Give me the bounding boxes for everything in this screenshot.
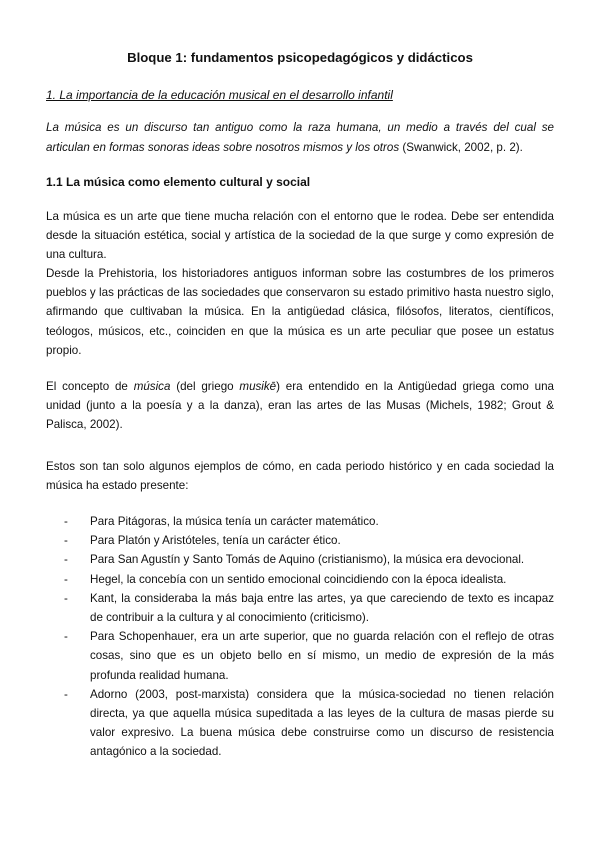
quote-text: La música es un discurso tan antiguo como la raza humana, un medio a través del cual se articulan en formas sonoras ideas sobre nosotros mismos y los otros bbox=[46, 121, 554, 154]
list-item bbox=[46, 550, 554, 569]
concept-text-1: El concepto de bbox=[46, 380, 134, 393]
list-item bbox=[46, 570, 554, 589]
section-heading: 1. La importancia de la educación musical en el desarrollo infantil bbox=[46, 88, 393, 102]
list-item-text: Para Schopenhauer, era un arte superior, que no guarda relación con el reflejo de otras cosas, sino que es un objeto bello en sí mismo, un medio de expresión de la más profunda realidad humana. bbox=[90, 630, 554, 682]
paragraph-prehistory: Desde la Prehistoria, los historiadores antiguos informan sobre las costumbres de los primeros pueblos y las prácticas de las sociedades que conservaron su estado primitivo hasta nuestro siglo, afirmando que cultivaban la música. En la antigüedad clásica, filósofos, literatos, científicos, teólogos, músicos, etc., coinciden en que la música es un arte peculiar que posee un estatus propio. bbox=[46, 267, 554, 357]
bullet-dash: - bbox=[64, 591, 68, 605]
examples-list bbox=[46, 512, 554, 762]
list-item bbox=[46, 512, 554, 531]
list-item-text: Para Pitágoras, la música tenía un carácter matemático. bbox=[90, 515, 379, 528]
paragraph-culture: La música es un arte que tiene mucha relación con el entorno que le rodea. Debe ser entendida desde la situación estética, social y artística de la sociedad de la que surge y como expresión de una cultura. bbox=[46, 210, 554, 262]
list-item bbox=[46, 685, 554, 762]
quote-citation: (Swanwick, 2002, p. 2). bbox=[399, 140, 523, 154]
list-item bbox=[46, 589, 554, 627]
concept-text-3: ) era entendido en la Antigüedad griega como una unidad (junto a la poesía y a la danza), eran las artes de las Musas (Michels, 1982; Grout & Palisca, 2002). bbox=[46, 380, 554, 432]
list-item bbox=[46, 531, 554, 550]
concept-text-2: (del griego bbox=[170, 380, 240, 393]
list-item-text: Para Platón y Aristóteles, tenía un carácter ético. bbox=[90, 534, 341, 548]
bullet-dash: - bbox=[64, 630, 68, 644]
bullet-dash: - bbox=[64, 572, 68, 586]
list-item-text: Adorno (2003, post-marxista) considera que la música-sociedad no tienen relación directa, ya que aquella música supeditada a las leyes de la cultura de masas pierde su valor expresivo. La buena música debe construirse como un discurso de resistencia antagónico a la sociedad. bbox=[90, 687, 554, 759]
bullet-dash: - bbox=[64, 553, 68, 567]
list-item-text: Para San Agustín y Santo Tomás de Aquino (cristianismo), la música era devocional. bbox=[90, 553, 525, 567]
bullet-dash: - bbox=[64, 515, 68, 528]
list-item-text: Hegel, la concebía con un sentido emocional coincidiendo con la época idealista. bbox=[90, 572, 507, 586]
concept-term-musike: musikē bbox=[239, 380, 277, 393]
bullet-dash: - bbox=[64, 534, 68, 548]
opening-quote bbox=[46, 118, 554, 157]
concept-term-musica: música bbox=[133, 380, 171, 393]
list-item-text: Kant, la consideraba la más baja entre las artes, ya que careciendo de texto es incapaz de contribuir a la cultura y al conocimiento (criticismo). bbox=[90, 591, 554, 625]
subsection-heading: 1.1 La música como elemento cultural y social bbox=[46, 175, 311, 189]
paragraph-concept bbox=[46, 377, 554, 435]
list-item bbox=[46, 627, 554, 685]
paragraph-examples-intro: Estos son tan solo algunos ejemplos de cómo, en cada periodo histórico y en cada sociedad la música ha estado presente: bbox=[46, 460, 554, 493]
bullet-dash: - bbox=[64, 687, 68, 701]
page-title: Bloque 1: fundamentos psicopedagógicos y didácticos bbox=[127, 50, 473, 65]
